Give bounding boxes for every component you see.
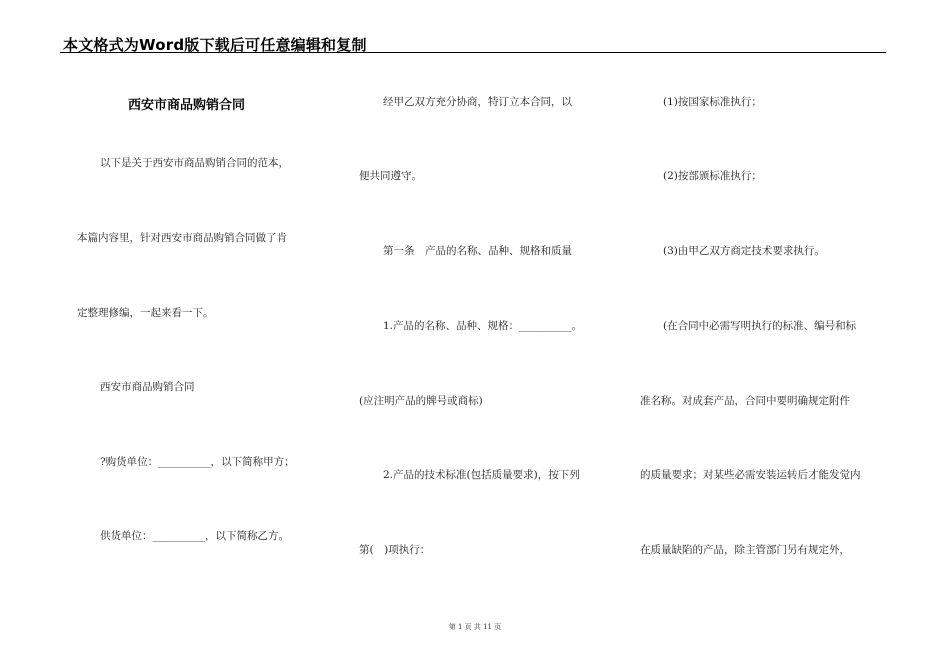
paragraph-line: 本篇内容里，针对西安市商品购销合同做了肯 bbox=[77, 232, 287, 244]
paragraph-line: 第( )项执行： bbox=[359, 544, 431, 556]
header-title: 本文格式为Word版下载后可任意编辑和复制 bbox=[63, 36, 367, 54]
paragraph-line: 以下是关于西安市商品购销合同的范本， bbox=[100, 157, 289, 169]
paragraph-line: (3)由甲乙双方商定技术要求执行。 bbox=[663, 245, 825, 257]
paragraph-line: 第一条 产品的名称、品种、规格和质量 bbox=[383, 245, 572, 257]
paragraph-line: ?购货单位：__________，以下简称甲方； bbox=[100, 456, 295, 468]
paragraph-line: 1.产品的名称、品种、规格：__________。 bbox=[383, 320, 583, 332]
paragraph-line: 供货单位：__________，以下简称乙方。 bbox=[100, 530, 289, 542]
paragraph-line: 2.产品的技术标准(包括质量要求)，按下列 bbox=[383, 469, 580, 481]
paragraph-line: 便共同遵守。 bbox=[359, 170, 422, 182]
paragraph-line: 在质量缺陷的产品，除主管部门另有规定外， bbox=[640, 544, 850, 556]
header-divider bbox=[60, 52, 886, 53]
document-title: 西安市商品购销合同 bbox=[128, 98, 246, 113]
page-footer: 第 1 页 共 11 页 bbox=[448, 623, 502, 631]
paragraph-line: (应注明产品的牌号或商标) bbox=[359, 395, 483, 407]
paragraph-line: 准名称。对成套产品，合同中要明确规定附件 bbox=[640, 395, 850, 407]
paragraph-line: 西安市商品购销合同 bbox=[100, 381, 195, 393]
paragraph-line: 经甲乙双方充分协商，特订立本合同，以 bbox=[383, 96, 572, 108]
paragraph-line: (2)按部颁标准执行； bbox=[663, 170, 762, 182]
paragraph-line: 定整理修编，一起来看一下。 bbox=[77, 307, 214, 319]
paragraph-line: (在合同中必需写明执行的标准、编号和标 bbox=[663, 320, 857, 332]
paragraph-line: (1)按国家标准执行； bbox=[663, 96, 762, 108]
paragraph-line: 的质量要求；对某些必需安装运转后才能发觉内 bbox=[640, 469, 861, 481]
